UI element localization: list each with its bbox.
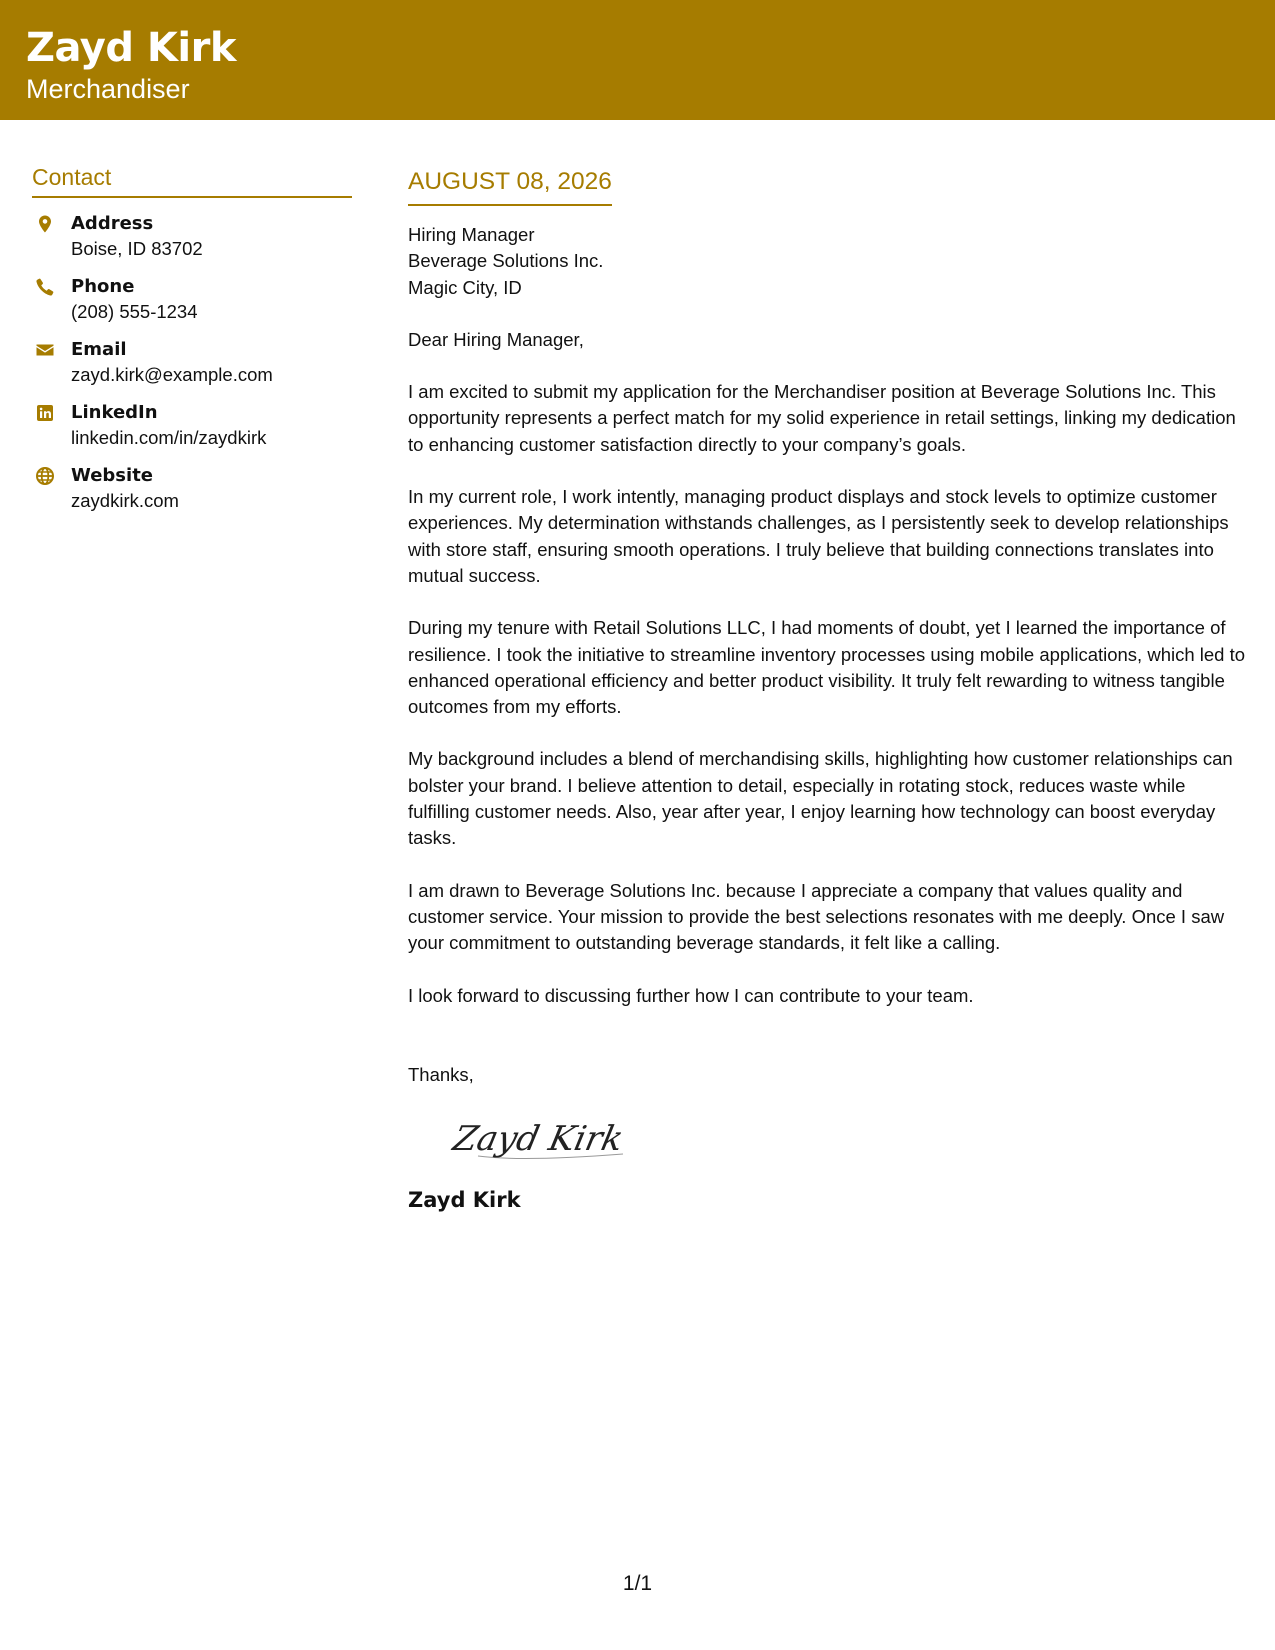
contact-label: Email xyxy=(71,339,127,360)
phone-icon xyxy=(35,277,55,297)
contact-phone xyxy=(32,275,352,324)
letter-paragraph: During my tenure with Retail Solutions LLC, I had moments of doubt, yet I learned the importance of resilience. I took the initiative to streamline inventory processes using mobile applications, which led to enhanced operational efficiency and better product visibility. It truly felt rewarding to witness tangible outcomes from my efforts. xyxy=(408,617,1246,718)
handwritten-signature xyxy=(448,1110,648,1168)
linkedin-icon xyxy=(35,403,55,423)
letter-paragraph: I look forward to discussing further how I can contribute to your team. xyxy=(408,984,974,1006)
contact-value[interactable]: linkedin.com/in/zaydkirk xyxy=(71,427,267,448)
letter-paragraph: I am excited to submit my application for the Merchandiser position at Beverage Solutions Inc. This opportunity represents a perfect match for my solid experience in retail settings, linking my dedication to enhancing customer satisfaction directly to your company’s goals. xyxy=(408,381,1236,455)
contact-label: LinkedIn xyxy=(71,402,158,423)
letter-paragraph: I am drawn to Beverage Solutions Inc. because I appreciate a company that values quality and customer service. Your mission to provide the best selections resonates with me deeply. Once I saw your commitment to outstanding beverage standards, it felt like a calling. xyxy=(408,879,1225,954)
closing: Thanks, xyxy=(408,1063,474,1085)
letter-date: AUGUST 08, 2026 xyxy=(408,166,612,206)
signature-text: Zayd Kirk xyxy=(449,1119,627,1160)
contact-label: Website xyxy=(71,465,154,486)
recipient-line: Beverage Solutions Inc. xyxy=(408,250,604,272)
contact-address xyxy=(32,212,352,261)
applicant-title: Merchandiser xyxy=(26,74,190,104)
recipient-line: Hiring Manager xyxy=(408,224,535,245)
salutation: Dear Hiring Manager, xyxy=(408,328,584,350)
letter-body xyxy=(408,166,1248,1214)
applicant-name: Zayd Kirk xyxy=(26,25,236,71)
signer-name: Zayd Kirk xyxy=(408,1188,521,1213)
map-pin-icon xyxy=(35,214,55,234)
letter-paragraph: My background includes a blend of merchandising skills, highlighting how customer relationships can bolster your brand. I believe attention to detail, especially in rotating stock, reduces waste while fulfilling customer needs. Also, year after year, I enjoy learning how technology can boost everyday tasks. xyxy=(408,748,1233,849)
letter-paragraph: In my current role, I work intently, managing product displays and stock levels to optimize customer experiences. My determination withstands challenges, as I persistently seek to develop relationships with store staff, ensuring smooth operations. I truly believe that building connections translates into mutual success. xyxy=(408,486,1229,586)
contact-value[interactable]: zayd.kirk@example.com xyxy=(71,364,273,385)
globe-icon xyxy=(35,466,55,486)
contact-label: Address xyxy=(71,213,154,234)
contact-value: Boise, ID 83702 xyxy=(71,238,203,259)
envelope-icon xyxy=(35,340,55,360)
header-banner xyxy=(0,0,1275,120)
page-number: 1/1 xyxy=(622,1572,653,1595)
contact-label: Phone xyxy=(71,276,135,297)
contact-email xyxy=(32,338,352,387)
recipient-block xyxy=(408,222,1248,301)
contact-value[interactable]: zaydkirk.com xyxy=(71,490,179,511)
recipient-line: Magic City, ID xyxy=(408,276,522,298)
contact-section-title: Contact xyxy=(32,162,352,198)
contact-sidebar xyxy=(32,162,352,513)
contact-linkedin xyxy=(32,401,352,450)
contact-website xyxy=(32,464,352,513)
contact-value: (208) 555-1234 xyxy=(71,301,198,322)
